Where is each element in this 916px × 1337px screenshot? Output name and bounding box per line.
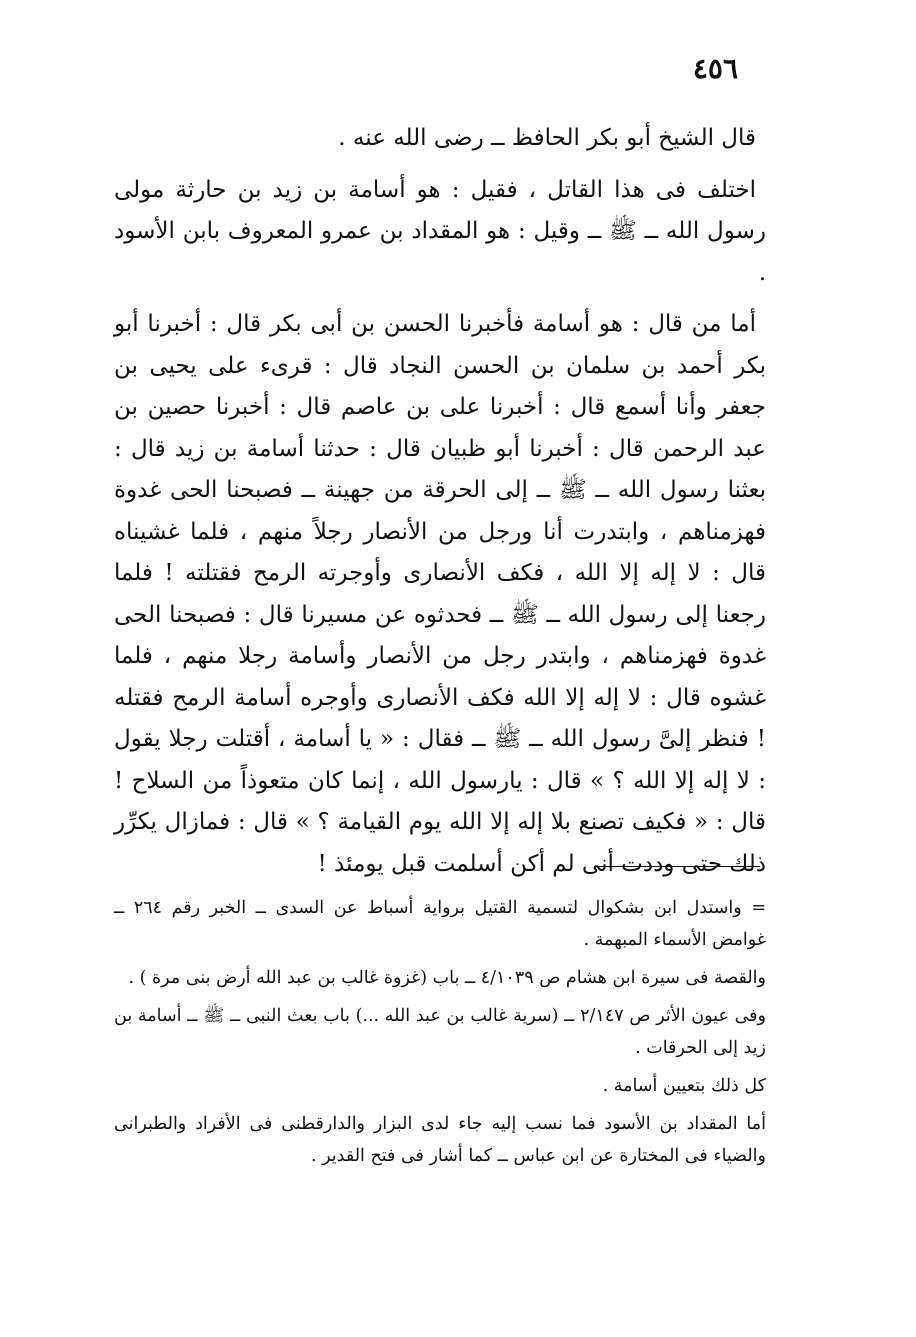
footnote-item: = واستدل ابن بشكوال لتسمية القتيل برواية أسباط عن السدى ــ الخبر رقم ٢٦٤ ــ غوامض الأسماء المبهمة .: [114, 898, 766, 950]
footnote-item: أما المقداد بن الأسود فما نسب إليه جاء لدى البزار والدارقطنى فى الأفراد والطبرانى والضياء فى المختارة عن ابن عباس ــ كما أشار فى فتح القدير .: [114, 1114, 766, 1166]
footnote-item: والقصة فى سيرة ابن هشام ص ٤/١٠٣٩ ــ باب (غزوة غالب بن عبد الله أرض بنى مرة ) .: [128, 968, 766, 988]
footnotes: [114, 892, 766, 1178]
paragraph-narration: أما من قال : هو أسامة فأخبرنا الحسن بن أبى بكر قال : أخبرنا أبو بكر أحمد بن سلمان بن الحسن النجاد قال : قرىء على يحيى بن جعفر وأنا أسمع قال : أخبرنا على بن عاصم قال : أخبرنا حصين بن عبد الرحمن قال : أخبرنا أبو ظبيان قال : حدثنا أسامة بن زيد قال : بعثنا رسول الله ــ ﷺ ــ إلى الحرقة من جهينة ــ فصبحنا الحى غدوة فهزمناهم ، وابتدرت أنا ورجل من الأنصار رجلاً منهم ، فلما غشيناه قال : لا إله إلا الله ، فكف الأنصارى وأوجرته الرمح فقتلته ! فلما رجعنا إلى رسول الله ــ ﷺ ــ فحدثوه عن مسيرنا قال : فصبحنا الحى غدوة فهزمناهم ، وابتدر رجل من الأنصار وأسامة رجلا منهم ، فلما غشوه قال : لا إله إلا الله فكف الأنصارى وأوجره أسامة الرمح فقتله ! فنظر إلىَّ رسول الله ــ ﷺ ــ فقال : « يا أسامة ، أقتلت رجلا يقول : لا إله إلا الله ؟ » قال : يارسول الله ، إنما كان متعوذاً من السلاح ! قال : « فكيف تصنع بلا إله إلا الله يوم القيامة ؟ » قال : فمازال يكرِّر ذلك حتى وددت أنى لم أكن أسلمت قبل يومئذ !: [114, 311, 766, 877]
paragraph-disagreement: اختلف فى هذا القاتل ، فقيل : هو أسامة بن زيد بن حارثة مولى رسول الله ــ ﷺ ــ وقيل : هو المقداد بن عمرو المعروف بابن الأسود .: [114, 176, 766, 286]
main-text: [114, 118, 766, 885]
footnote-divider: [594, 866, 760, 867]
footnote-item: كل ذلك بتعيين أسامة .: [602, 1076, 766, 1096]
opening-line: قال الشيخ أبو بكر الحافظ ــ رضى الله عنه .: [338, 125, 756, 151]
page-number: ٤٥٦: [692, 52, 738, 85]
footnote-item: وفى عيون الأثر ص ٢/١٤٧ ــ (سرية غالب بن عبد الله ...) باب بعث النبى ــ ﷺ ــ أسامة بن زيد إلى الحرقات .: [114, 1006, 766, 1058]
